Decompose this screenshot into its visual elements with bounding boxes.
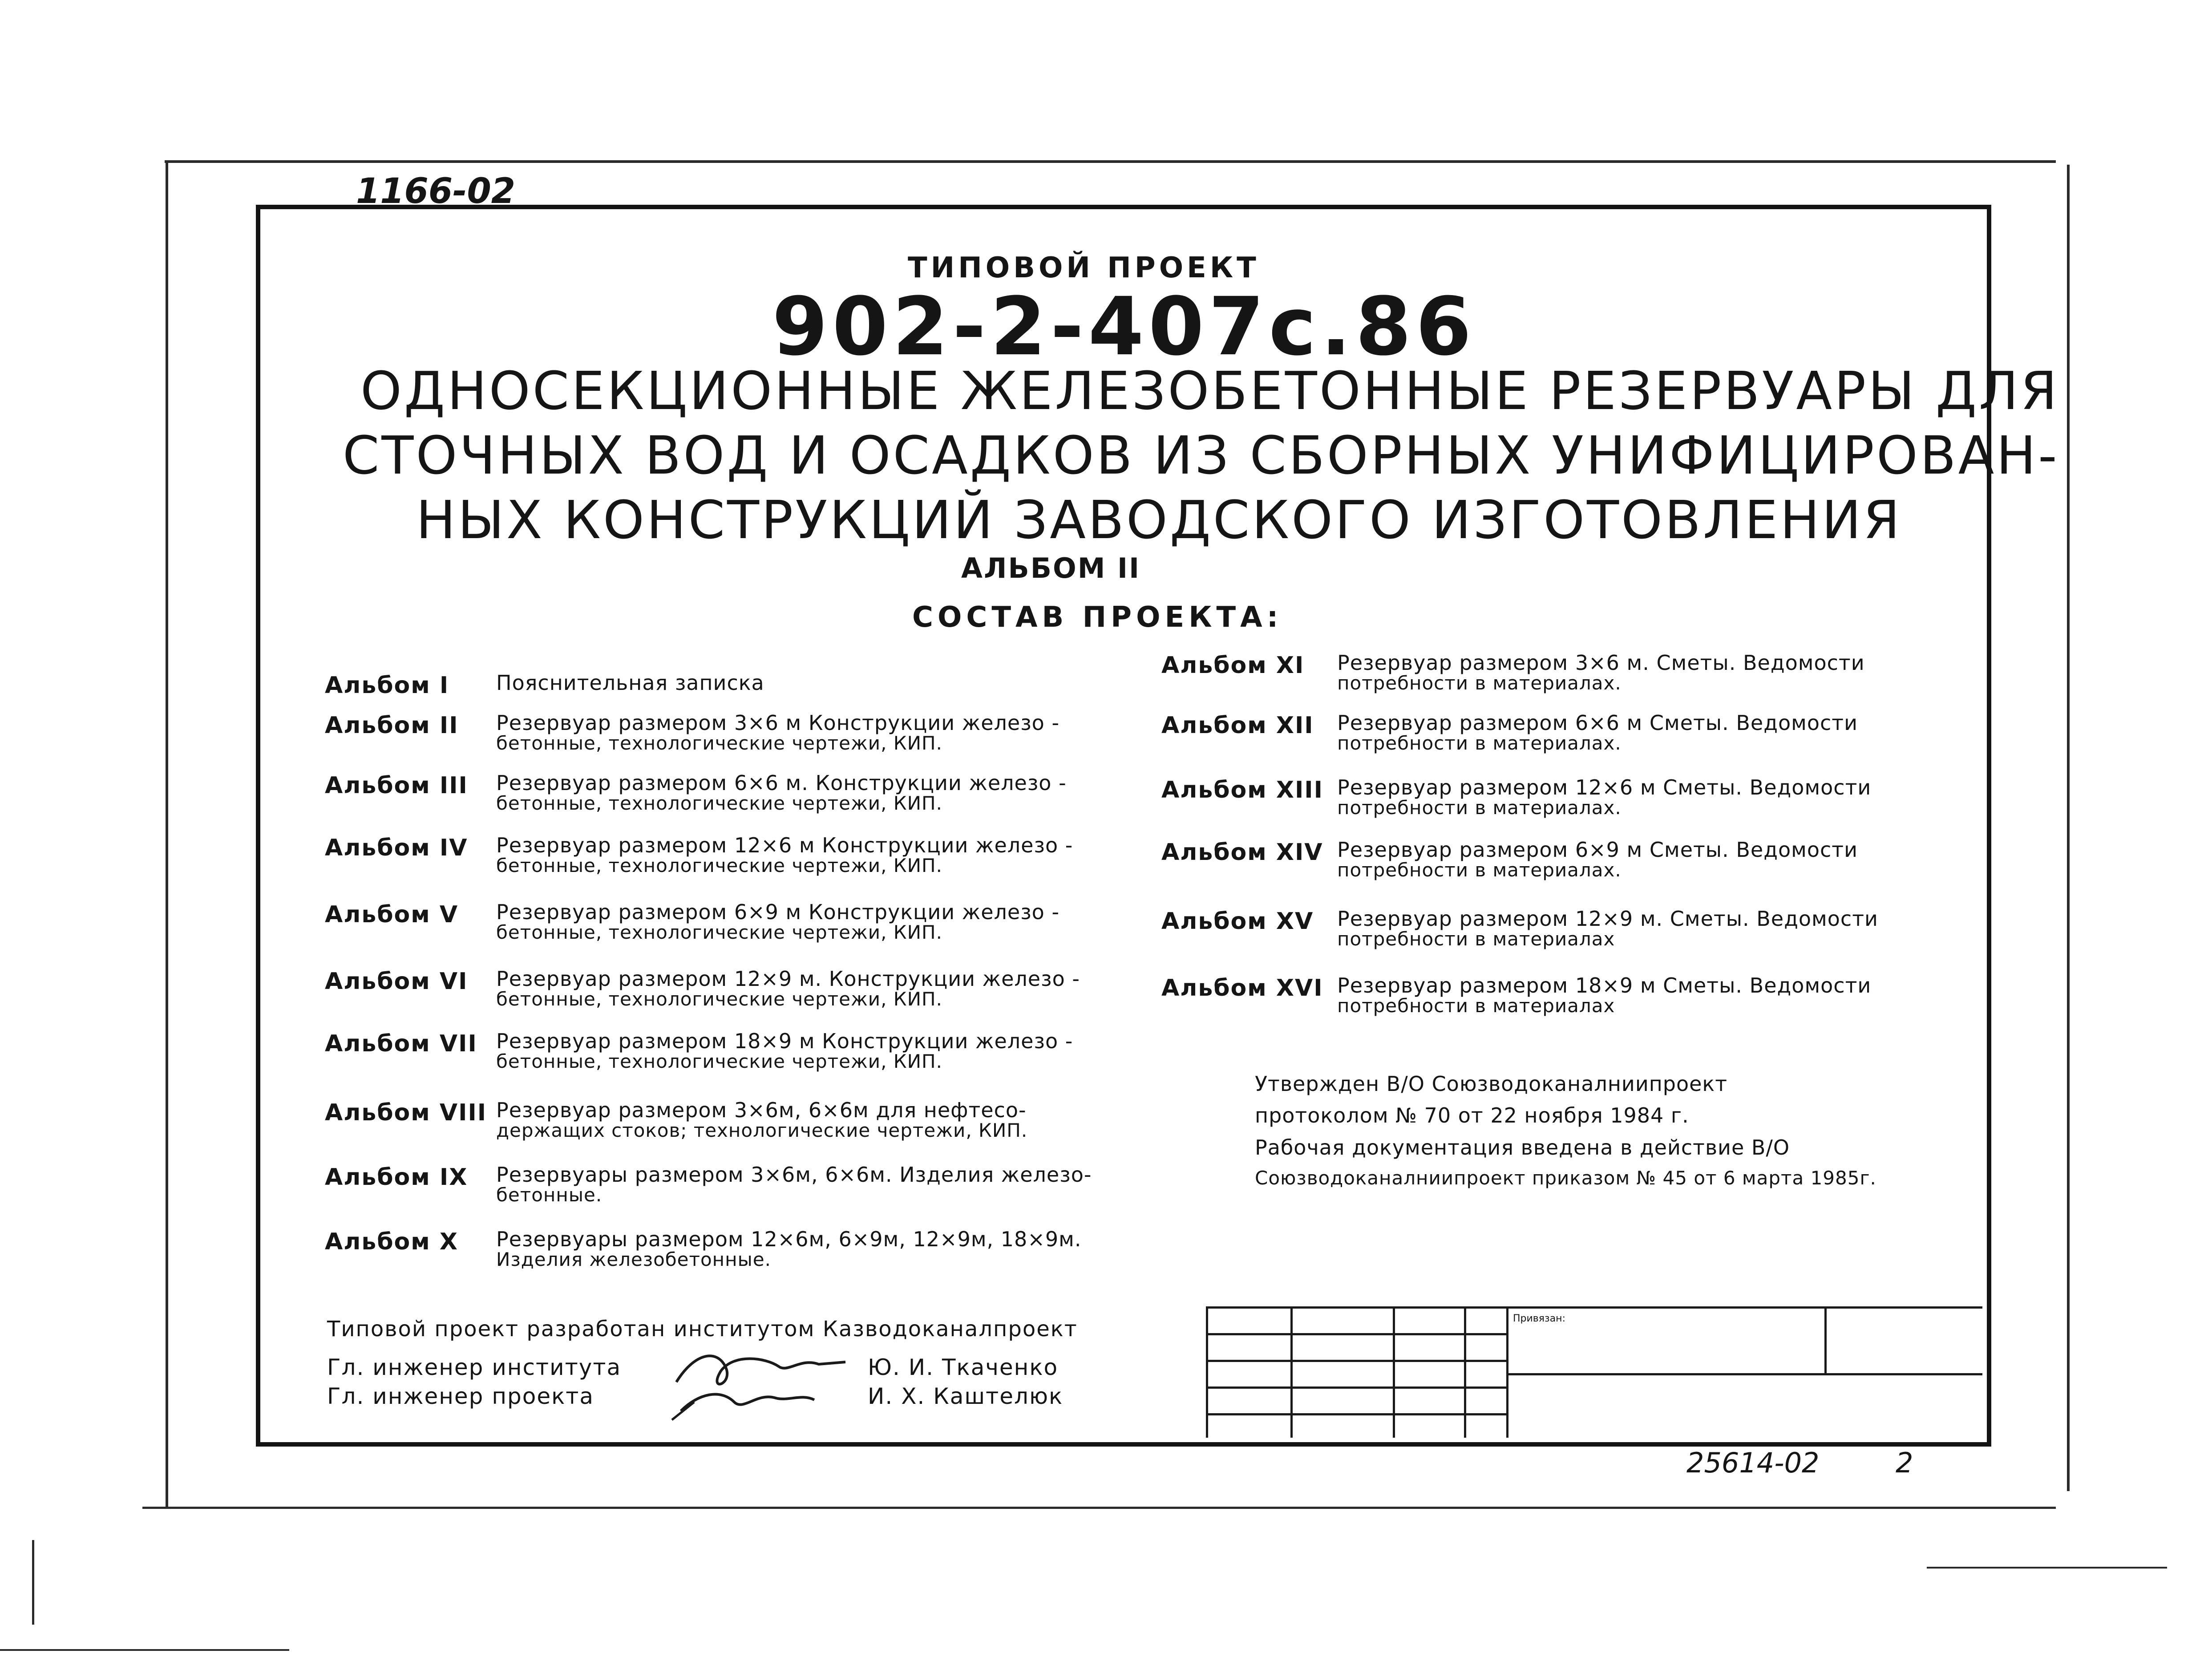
- album-number: Альбом I: [325, 672, 449, 699]
- scan-edge-bottom-right: [1927, 1567, 2167, 1569]
- title-block-cell-label: Привязан:: [1513, 1313, 1565, 1324]
- album-description: [496, 672, 764, 693]
- list-item: [325, 1030, 1073, 1071]
- project-number: 902-2-407с.86: [772, 280, 1476, 373]
- album-description: [496, 772, 1067, 813]
- album-description-line-1: Резервуар размером 12×9 м. Сметы. Ведомости: [1337, 907, 1878, 931]
- list-item: [325, 968, 1080, 1009]
- list-item: [325, 901, 1059, 942]
- album-description-line-2: бетонные, технологические чертежи, КИП.: [496, 921, 942, 944]
- project-title-line-3: НЫХ КОНСТРУКЦИЙ ЗАВОДСКОГО ИЗГОТОВЛЕНИЯ: [416, 489, 1902, 551]
- album-description: [496, 1228, 1081, 1269]
- scan-line-bottom: [142, 1507, 2056, 1509]
- album-label: АЛЬБОМ II: [961, 552, 1141, 584]
- album-description-line-1: Резервуар размером 6×9 м Сметы. Ведомости: [1337, 838, 1858, 862]
- album-number: Альбом XI: [1161, 652, 1305, 679]
- chief-engineer-project-name: И. Х. Каштелюк: [868, 1383, 1064, 1409]
- album-description: [496, 1164, 1092, 1205]
- approval-line-4: Союзводоканалниипроект приказом № 45 от 6 марта 1985г.: [1255, 1167, 1876, 1189]
- album-description-line-2: бетонные, технологические чертежи, КИП.: [496, 988, 942, 1010]
- album-description-line-1: Резервуар размером 6×6 м Сметы. Ведомости: [1337, 711, 1858, 735]
- album-description: [1337, 652, 1865, 693]
- list-item: [1161, 712, 1858, 753]
- chief-engineer-project-label: Гл. инженер проекта: [327, 1383, 594, 1409]
- developer-line: Типовой проект разработан институтом Казводоканалпроект: [327, 1317, 1078, 1342]
- album-description-line-1: Резервуар размером 12×6 м Сметы. Ведомости: [1337, 775, 1872, 799]
- stamp-top: 1166-02: [356, 171, 516, 211]
- list-item: [325, 1099, 1027, 1140]
- album-description-line-1: Резервуар размером 18×9 м Конструкции железо -: [496, 1029, 1073, 1053]
- stamp-bottom-sheet: 2: [1896, 1447, 1913, 1479]
- album-description-line-2: потребности в материалах.: [1337, 797, 1622, 819]
- album-number: Альбом XVI: [1161, 975, 1323, 1001]
- album-description: [496, 712, 1059, 753]
- list-item: [325, 672, 764, 699]
- project-title-line-2: СТОЧНЫХ ВОД И ОСАДКОВ ИЗ СБОРНЫХ УНИФИЦИРОВАН-: [343, 425, 2059, 486]
- signature-image: [667, 1340, 854, 1424]
- album-description: [496, 1030, 1073, 1071]
- list-item: [1161, 652, 1865, 693]
- album-description-line-1: Резервуар размером 3×6 м. Сметы. Ведомости: [1337, 651, 1865, 675]
- scan-edge-left: [32, 1540, 34, 1625]
- approval-line-2: протоколом № 70 от 22 ноября 1984 г.: [1255, 1103, 1689, 1128]
- album-description-line-2: потребности в материалах.: [1337, 672, 1622, 694]
- approval-line-1: Утвержден В/О Союзводоканалниипроект: [1255, 1072, 1728, 1096]
- album-description: [1337, 908, 1878, 949]
- album-number: Альбом IV: [325, 835, 468, 861]
- list-item: [325, 835, 1073, 876]
- scan-line-left: [166, 162, 168, 1507]
- list-item: [325, 1228, 1081, 1269]
- list-item: [1161, 839, 1858, 880]
- album-description: [1337, 777, 1871, 818]
- album-number: Альбом XIII: [1161, 777, 1323, 803]
- album-description-line-1: Резервуар размером 12×9 м. Конструкции железо -: [496, 967, 1080, 991]
- album-description-line-1: Резервуар размером 12×6 м Конструкции железо -: [496, 833, 1073, 857]
- album-description-line-2: потребности в материалах: [1337, 928, 1615, 950]
- album-description-line-2: бетонные.: [496, 1184, 603, 1206]
- scan-line-right: [2067, 165, 2070, 1491]
- approval-line-3: Рабочая документация введена в действие В/О: [1255, 1135, 1790, 1159]
- scan-edge-bottom: [0, 1649, 289, 1651]
- album-description-line-1: Резервуар размером 3×6м, 6×6м для нефтесо-: [496, 1098, 1027, 1122]
- project-type-label: ТИПОВОЙ ПРОЕКТ: [908, 251, 1260, 284]
- album-description-line-2: потребности в материалах: [1337, 995, 1615, 1017]
- composition-title: СОСТАВ ПРОЕКТА:: [912, 601, 1283, 634]
- album-description-line-2: держащих стоков; технологические чертежи, КИП.: [496, 1119, 1028, 1142]
- album-description-line-2: потребности в материалах.: [1337, 732, 1622, 754]
- album-description-line-1: Пояснительная записка: [496, 671, 764, 695]
- album-number: Альбом V: [325, 901, 459, 928]
- album-number: Альбом II: [325, 712, 459, 739]
- album-description-line-1: Резервуар размером 18×9 м Сметы. Ведомости: [1337, 973, 1872, 997]
- list-item: [325, 1164, 1092, 1205]
- album-description: [1337, 975, 1871, 1016]
- list-item: [1161, 908, 1878, 949]
- album-description-line-1: Резервуары размером 3×6м, 6×6м. Изделия железо-: [496, 1163, 1092, 1187]
- album-number: Альбом XII: [1161, 712, 1314, 739]
- album-description: [496, 1099, 1027, 1140]
- album-number: Альбом IX: [325, 1164, 468, 1191]
- album-number: Альбом III: [325, 772, 468, 799]
- list-item: [325, 712, 1059, 753]
- album-number: Альбом X: [325, 1228, 458, 1255]
- album-description-line-2: потребности в материалах.: [1337, 859, 1622, 881]
- album-description-line-2: бетонные, технологические чертежи, КИП.: [496, 855, 942, 877]
- album-description-line-1: Резервуар размером 6×9 м Конструкции железо -: [496, 900, 1060, 924]
- album-description-line-2: Изделия железобетонные.: [496, 1249, 771, 1271]
- stamp-bottom-code: 25614-02: [1686, 1447, 1820, 1479]
- album-description: [1337, 839, 1858, 880]
- album-number: Альбом VI: [325, 968, 468, 995]
- album-description: [496, 835, 1073, 876]
- album-number: Альбом VII: [325, 1030, 477, 1057]
- scan-line-top: [165, 160, 2056, 163]
- project-title-line-1: ОДНОСЕКЦИОННЫЕ ЖЕЛЕЗОБЕТОННЫЕ РЕЗЕРВУАРЫ ДЛЯ: [360, 360, 2059, 422]
- approval-block: [1255, 1068, 1876, 1192]
- album-description: [496, 968, 1080, 1009]
- album-description-line-2: бетонные, технологические чертежи, КИП.: [496, 792, 942, 815]
- album-description-line-1: Резервуары размером 12×6м, 6×9м, 12×9м, 18×9м.: [496, 1227, 1082, 1251]
- album-number: Альбом XV: [1161, 908, 1314, 935]
- album-number: Альбом XIV: [1161, 839, 1323, 866]
- album-number: Альбом VIII: [325, 1099, 487, 1126]
- album-description-line-2: бетонные, технологические чертежи, КИП.: [496, 732, 942, 754]
- album-description: [1337, 712, 1858, 753]
- album-description-line-2: бетонные, технологические чертежи, КИП.: [496, 1050, 942, 1073]
- list-item: [1161, 777, 1871, 818]
- list-item: [1161, 975, 1871, 1016]
- chief-engineer-institute-name: Ю. И. Ткаченко: [868, 1354, 1059, 1380]
- album-description-line-1: Резервуар размером 3×6 м Конструкции железо -: [496, 711, 1060, 735]
- album-description: [496, 901, 1059, 942]
- chief-engineer-institute-label: Гл. инженер института: [327, 1354, 622, 1380]
- list-item: [325, 772, 1067, 813]
- album-description-line-1: Резервуар размером 6×6 м. Конструкции железо -: [496, 771, 1067, 795]
